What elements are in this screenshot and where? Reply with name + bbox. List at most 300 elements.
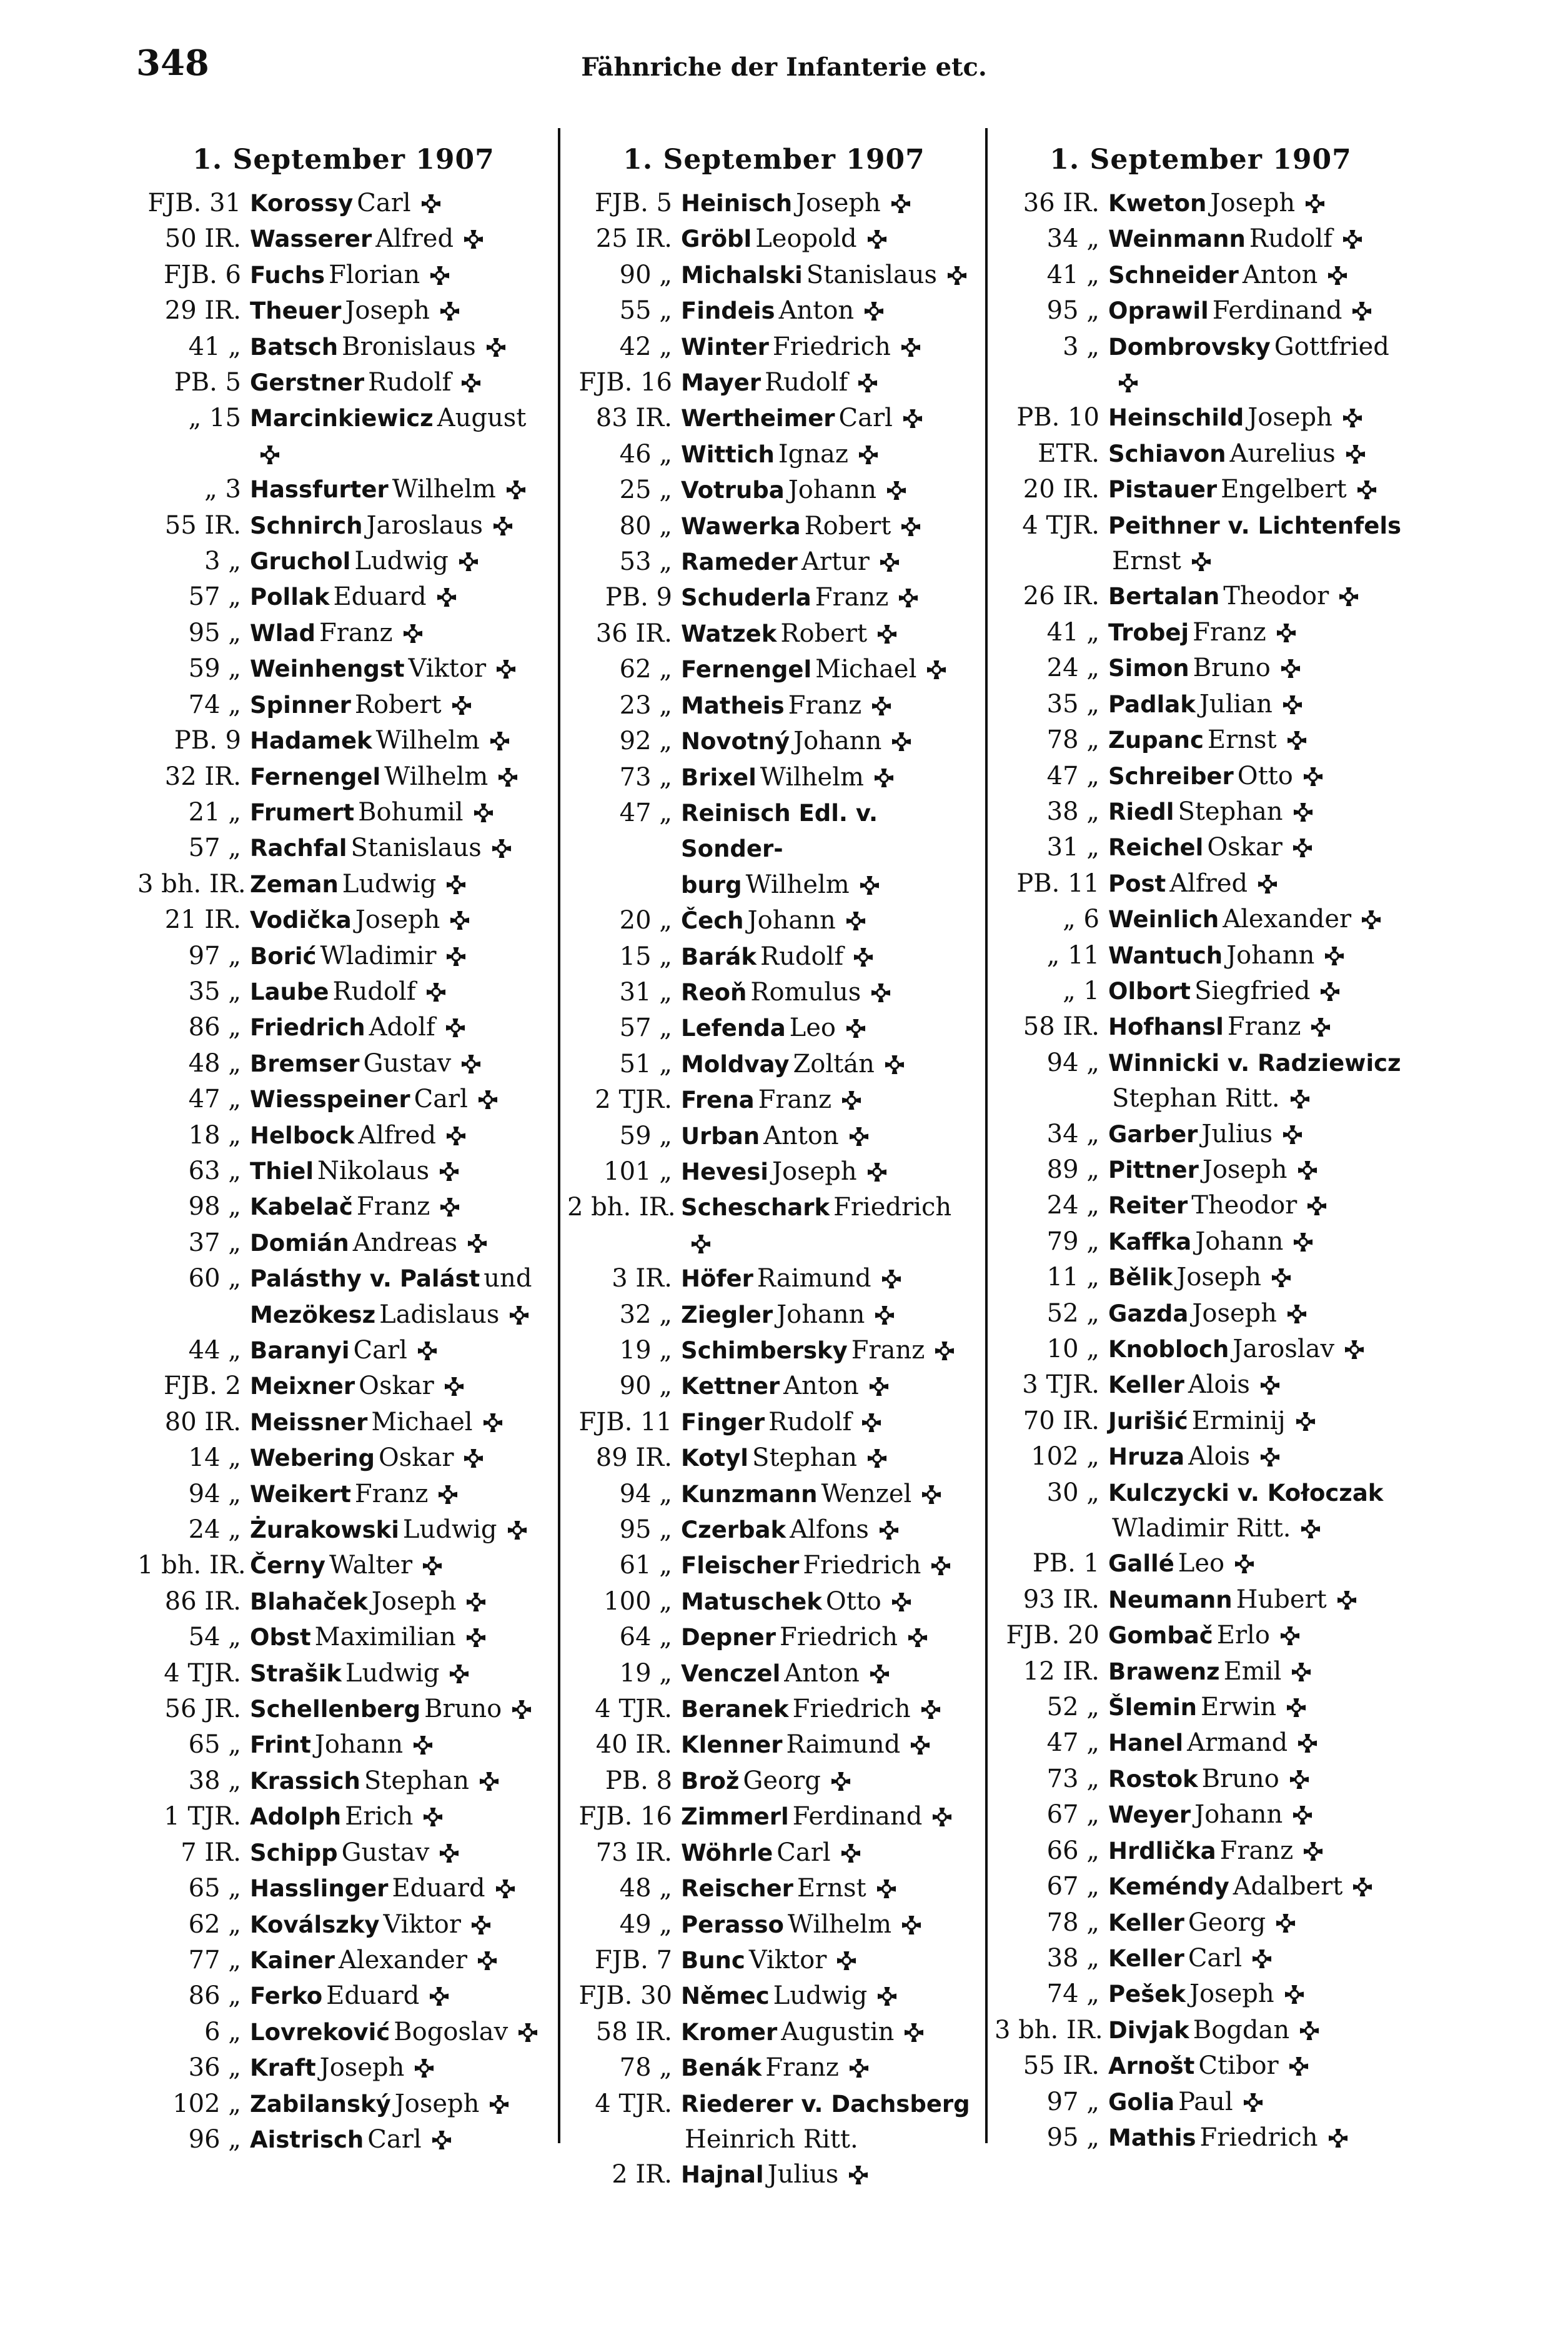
surname: Bělik: [1108, 1264, 1173, 1292]
entry-name: [250, 2086, 550, 2122]
roster-entry: [567, 1799, 981, 1835]
entry-name: [681, 1476, 981, 1512]
given-name-continued: Wladimir Ritt.: [1112, 1514, 1291, 1543]
entry-name: [681, 1368, 981, 1404]
cross-pattee-icon: [1288, 1768, 1311, 1791]
unit-label: FJB. 20: [1006, 1621, 1099, 1650]
given-name: Joseph: [1248, 403, 1332, 432]
given-name: Rudolf: [765, 368, 848, 397]
unit-label: 2 TJR.: [595, 1085, 672, 1115]
entry-name: [250, 1153, 550, 1189]
cross-pattee-icon: [885, 479, 908, 502]
cross-pattee-icon: [259, 444, 281, 466]
roster-entry: [137, 579, 550, 615]
given-name: Alois: [1188, 1442, 1251, 1471]
given-name: Ludwig: [342, 869, 437, 899]
surname: Kromer: [681, 2018, 778, 2046]
roster-entry: [137, 1189, 550, 1225]
surname: Ziegler: [681, 1301, 773, 1328]
surname: Kettner: [681, 1373, 780, 1400]
roster-entry: [995, 759, 1407, 794]
unit-label: 62 „: [619, 655, 672, 684]
cross-pattee-icon: [1279, 1625, 1301, 1647]
given-name-continued: Ladislaus: [379, 1300, 500, 1329]
roster-entry: [995, 1976, 1407, 2012]
cross-pattee-icon: [1336, 1589, 1358, 1611]
unit-label: 94 „: [188, 1479, 241, 1508]
cross-pattee-icon: [946, 264, 968, 287]
surname: Wöhrle: [681, 1839, 773, 1866]
unit-label: FJB. 16: [578, 368, 672, 397]
roster-entry: [567, 652, 981, 687]
unit-label: 78 „: [1046, 1908, 1099, 1937]
surname: Friedrich: [250, 1014, 365, 1042]
cross-pattee-icon: [425, 981, 447, 1003]
entry-name: [250, 1656, 550, 1691]
cross-pattee-icon: [421, 1555, 444, 1577]
roster-entry: [137, 1118, 550, 1153]
surname: Bremser: [250, 1050, 360, 1077]
given-name-continued: Ernst: [1112, 547, 1181, 576]
entry-name: [681, 1871, 981, 1906]
entry-name: [681, 1620, 981, 1655]
given-name: Theodor: [1223, 582, 1329, 611]
entry-name: [1108, 830, 1407, 865]
roster-entry: [567, 1082, 981, 1118]
unit-label: 38 „: [188, 1766, 241, 1795]
cross-pattee-icon: [866, 228, 888, 251]
entry-name: [1108, 866, 1407, 902]
unit-label: 24 „: [1046, 1191, 1099, 1220]
unit-label: 64 „: [619, 1623, 672, 1652]
given-name: Artur: [801, 547, 870, 577]
given-name: Zoltán: [793, 1049, 875, 1078]
entry-name: [1108, 1976, 1407, 2012]
surname: Kunzmann: [681, 1480, 818, 1508]
surname: Pollak: [250, 584, 330, 611]
entry-name: [250, 257, 550, 293]
given-name: Andreas: [352, 1228, 458, 1257]
cross-pattee-icon: [449, 909, 471, 932]
cross-pattee-icon: [477, 1088, 499, 1111]
cross-pattee-icon: [1326, 264, 1349, 287]
entry-list: [567, 186, 981, 2193]
unit-label: 3 bh. IR.: [995, 2015, 1103, 2044]
unit-label: 60 „: [188, 1264, 241, 1293]
given-name: Johann: [1194, 1800, 1283, 1830]
surname: Golia: [1108, 2088, 1175, 2116]
entry-name: [1108, 1367, 1407, 1403]
given-name: Bogdan: [1193, 2015, 1290, 2044]
roster-entry: [995, 1152, 1407, 1188]
cross-pattee-icon: [476, 1949, 499, 1972]
entry-name: [250, 1333, 550, 1368]
cross-pattee-icon: [510, 1698, 533, 1721]
roster-entry: [137, 1476, 550, 1512]
cross-pattee-icon: [508, 1304, 530, 1327]
surname: Zabilanský: [250, 2090, 391, 2118]
given-name: Bruno: [1201, 1764, 1279, 1793]
given-name: Carl: [1188, 1943, 1243, 1973]
given-name: Johann: [1226, 940, 1315, 970]
unit-label: 34 „: [1046, 224, 1099, 254]
roster-entry: [567, 1010, 981, 1046]
roster-entry: [137, 1046, 550, 1082]
unit-label: 36 „: [188, 2053, 241, 2083]
cross-pattee-icon: [1299, 1518, 1322, 1540]
cross-pattee-icon: [863, 300, 885, 322]
given-name: Armand: [1187, 1728, 1288, 1758]
roster-entry: [567, 688, 981, 724]
surname: Gerstner: [250, 369, 365, 397]
roster-entry: [567, 1978, 981, 2014]
surname: Weinmann: [1108, 226, 1246, 253]
roster-entry: [995, 1725, 1407, 1761]
given-name: und: [484, 1264, 532, 1293]
roster-entry: [567, 293, 981, 329]
given-name: Michael: [371, 1407, 473, 1436]
given-name: Ludwig: [402, 1515, 497, 1545]
unit-label: 47 „: [1046, 761, 1099, 790]
roster-entry: [995, 436, 1407, 472]
entry-name: [681, 760, 981, 795]
roster-entry: [567, 795, 981, 903]
roster-entry: [137, 867, 550, 902]
surname: Frint: [250, 1731, 311, 1759]
unit-label: 4 TJR.: [164, 1658, 241, 1688]
unit-label: 7 IR.: [181, 1838, 241, 1867]
roster-entry: [137, 1620, 550, 1655]
roster-entry: [137, 508, 550, 544]
surname: Gombač: [1108, 1622, 1213, 1650]
cross-pattee-icon: [435, 586, 458, 609]
entry-name: [681, 795, 981, 903]
cross-pattee-icon: [840, 1842, 862, 1865]
unit-label: 95 „: [188, 618, 241, 647]
entry-name: [1108, 1905, 1407, 1941]
given-name: Georg: [743, 1766, 821, 1795]
roster-entry: [137, 759, 550, 795]
roster-entry: [995, 1367, 1407, 1403]
surname: Adolph: [250, 1803, 342, 1831]
unit-label: 3 bh. IR.: [137, 869, 246, 899]
given-name: Bruno: [424, 1695, 502, 1724]
entry-name: [681, 509, 981, 544]
roster-entry: [137, 544, 550, 579]
given-name: Joseph: [772, 1157, 857, 1186]
entry-name: [1108, 1224, 1407, 1260]
column-rule: [558, 128, 560, 2143]
entry-name: [250, 508, 550, 544]
given-name: Carl: [353, 1336, 407, 1365]
cross-pattee-icon: [845, 1017, 867, 1040]
given-name: Carl: [414, 1085, 468, 1114]
unit-label: 61 „: [619, 1551, 672, 1580]
entry-name: [250, 1189, 550, 1225]
roster-entry: [995, 1188, 1407, 1223]
column-heading: 1. September 1907: [192, 144, 495, 176]
surname: Wiesspeiner: [250, 1086, 410, 1113]
given-name: Eduard: [333, 582, 427, 612]
given-name: Augustin: [781, 2017, 895, 2046]
cross-pattee-icon: [890, 730, 913, 753]
given-name: Aurelius: [1229, 439, 1336, 468]
unit-label: 4 TJR.: [1022, 510, 1099, 540]
roster-entry: [995, 722, 1407, 758]
given-name: Jaroslav: [1233, 1335, 1335, 1363]
unit-label: 83 IR.: [595, 404, 672, 433]
cross-pattee-icon: [1360, 909, 1382, 931]
roster-entry: [995, 830, 1407, 865]
entry-name: [1108, 687, 1407, 722]
unit-label: „ 11: [1046, 940, 1099, 970]
cross-pattee-icon: [1323, 945, 1346, 967]
cross-pattee-icon: [880, 1268, 903, 1290]
surname: Wasserer: [250, 226, 372, 253]
cross-pattee-icon: [412, 1734, 434, 1756]
entry-name: [1108, 1725, 1407, 1761]
entry-name: [1108, 1045, 1407, 1117]
roster-entry: [995, 293, 1407, 329]
entry-name: [250, 401, 550, 472]
entry-name: [250, 1871, 550, 1906]
roster-entry: [567, 1691, 981, 1727]
entry-name: [681, 1333, 981, 1368]
surname: Rameder: [681, 549, 798, 576]
surname: Weinhengst: [250, 655, 405, 683]
entry-name: [250, 293, 550, 329]
roster-entry: [137, 257, 550, 293]
roster-entry: [995, 2048, 1407, 2084]
unit-label: 73 „: [1046, 1764, 1099, 1793]
roster-entry: [995, 1869, 1407, 1904]
surname: Frumert: [250, 799, 355, 826]
unit-label: 58 IR.: [1023, 1012, 1099, 1042]
surname: Meissner: [250, 1408, 368, 1436]
given-name: Romulus: [750, 977, 861, 1007]
cross-pattee-icon: [1302, 765, 1324, 788]
surname: Batsch: [250, 333, 339, 361]
entry-name: [1108, 221, 1407, 257]
entry-name: [250, 1405, 550, 1440]
roster-entry: [995, 1260, 1407, 1295]
roster-entry: [567, 1333, 981, 1368]
cross-pattee-icon: [856, 372, 879, 394]
entry-name: [250, 365, 550, 401]
entry-name: [1108, 257, 1407, 293]
roster-entry: [567, 365, 981, 401]
entry-name: [250, 938, 550, 974]
cross-pattee-icon: [492, 515, 514, 537]
surname: Gazda: [1108, 1300, 1189, 1327]
surname: Němec: [681, 1983, 770, 2010]
roster-entry: [137, 1261, 550, 1333]
surname: Schipp: [250, 1839, 338, 1866]
cross-pattee-icon: [1242, 2091, 1264, 2114]
unit-label: 86 IR.: [164, 1586, 241, 1616]
roster-entry: [567, 186, 981, 221]
surname: Wantuch: [1108, 942, 1223, 969]
given-name: Florian: [329, 260, 420, 289]
entry-name: [1108, 1761, 1407, 1797]
entry-name: [250, 867, 550, 902]
cross-pattee-icon: [848, 1125, 870, 1148]
surname: Keller: [1108, 1372, 1184, 1399]
surname: Brož: [681, 1767, 740, 1795]
unit-label: 89 „: [1046, 1155, 1099, 1184]
given-name: Franz: [788, 690, 862, 720]
given-name: Ludwig: [773, 1981, 868, 2011]
roster-entry: [995, 2120, 1407, 2156]
given-name: Franz: [758, 1085, 832, 1115]
given-name: Carl: [367, 2124, 422, 2154]
cross-pattee-icon: [1296, 1159, 1319, 1182]
cross-pattee-icon: [445, 874, 467, 896]
roster-entry: [137, 1799, 550, 1835]
unit-label: PB. 8: [605, 1766, 672, 1795]
surname: Divjak: [1108, 2016, 1189, 2044]
roster-entry: [995, 1403, 1407, 1439]
cross-pattee-icon: [840, 1089, 863, 1112]
entry-name: [250, 1368, 550, 1404]
given-name-continued: Heinrich Ritt.: [685, 2124, 858, 2154]
entry-name: [250, 974, 550, 1010]
given-name: Oskar: [378, 1443, 454, 1473]
roster-entry: [567, 1907, 981, 1943]
surname: Webering: [250, 1445, 375, 1472]
unit-label: 18 „: [188, 1120, 241, 1150]
entry-name: [1108, 902, 1407, 937]
unit-label: 92 „: [619, 727, 672, 756]
entry-name: [681, 1440, 981, 1476]
given-name: Julian: [1199, 689, 1273, 719]
unit-label: 59 „: [619, 1121, 672, 1150]
surname: Frena: [681, 1087, 755, 1114]
unit-label: ETR.: [1038, 439, 1099, 468]
unit-label: 31 „: [619, 977, 672, 1007]
cross-pattee-icon: [1356, 479, 1378, 501]
given-name: Alfons: [790, 1515, 869, 1545]
surname: Heinschild: [1108, 404, 1244, 432]
given-name: Alfred: [358, 1120, 437, 1150]
given-name: Anton: [763, 1121, 839, 1150]
cross-pattee-icon: [890, 192, 912, 215]
surname: Theuer: [250, 297, 342, 325]
surname: Riederer v. Dachsberg: [681, 2090, 970, 2118]
running-head: Fähnriche der Infanterie etc.: [581, 52, 987, 82]
entry-name: [681, 1943, 981, 1978]
unit-label: 46 „: [619, 439, 672, 469]
roster-entry: [137, 1368, 550, 1404]
roster-entry: [137, 293, 550, 329]
entry-name: [681, 1907, 981, 1943]
roster-entry: [567, 221, 981, 257]
unit-label: 65 „: [188, 1874, 241, 1903]
roster-entry: [567, 1727, 981, 1763]
surname: Černy: [250, 1552, 325, 1580]
given-name: Franz: [851, 1336, 925, 1365]
roster-entry: [995, 221, 1407, 257]
given-name: Georg: [1188, 1908, 1266, 1937]
surname: Fernengel: [250, 763, 381, 790]
entry-name: [250, 2050, 550, 2086]
roster-entry: [137, 902, 550, 938]
unit-label: 66 „: [1046, 1836, 1099, 1865]
entry-name: [1108, 1296, 1407, 1332]
given-name: Julius: [767, 2160, 839, 2189]
cross-pattee-icon: [1294, 1410, 1317, 1433]
surname: Hassfurter: [250, 476, 389, 504]
roster-entry: [567, 1548, 981, 1583]
entry-name: [681, 1047, 981, 1082]
roster-entry: [137, 1656, 550, 1691]
unit-label: 3 „: [1063, 332, 1099, 361]
roster-entry: [567, 1835, 981, 1871]
unit-label: 24 „: [188, 1515, 241, 1545]
surname: Peithner v. Lichtenfels: [1108, 512, 1402, 539]
surname: Brixel: [681, 764, 757, 791]
given-name: Adalbert: [1233, 1872, 1343, 1901]
roster-entry: [137, 1333, 550, 1368]
unit-label: 95 „: [619, 1515, 672, 1545]
entry-name: [1108, 1188, 1407, 1223]
surname: Hajnal: [681, 2161, 764, 2189]
unit-label: 96 „: [188, 2124, 241, 2154]
unit-label: 57 „: [619, 1013, 672, 1043]
cross-pattee-icon: [1289, 1088, 1311, 1110]
unit-label: „ 1: [1063, 976, 1099, 1005]
surname: Novotný: [681, 728, 790, 755]
surname: Korossy: [250, 190, 354, 217]
given-name: Alfred: [375, 224, 454, 254]
given-name: Stephan: [1178, 797, 1283, 826]
roster-entry: [137, 795, 550, 830]
unit-label: 77 „: [188, 1945, 241, 1974]
surname: Dombrovsky: [1108, 333, 1271, 361]
given-name: Joseph: [345, 296, 430, 326]
cross-pattee-icon: [1343, 1338, 1366, 1361]
unit-label: FJB. 2: [163, 1372, 241, 1401]
entry-name: [681, 1154, 981, 1190]
roster-entry: [995, 1296, 1407, 1332]
roster-entry: [137, 2122, 550, 2158]
entry-name: [681, 2086, 981, 2158]
roster-entry: [137, 974, 550, 1010]
unit-label: 98 „: [188, 1192, 241, 1222]
unit-label: 38 „: [1046, 797, 1099, 826]
unit-label: 15 „: [619, 942, 672, 971]
cross-pattee-icon: [1251, 1948, 1273, 1970]
given-name: Ernst: [1207, 725, 1277, 755]
roster-entry: [137, 830, 550, 866]
unit-label: 42 „: [619, 332, 672, 361]
surname: Keméndy: [1108, 1873, 1229, 1901]
given-name: Wilhelm: [787, 1909, 892, 1939]
given-name: Alois: [1188, 1370, 1250, 1400]
cross-pattee-icon: [1274, 1912, 1297, 1934]
surname: Vodička: [250, 907, 352, 934]
surname: Kraft: [250, 2054, 316, 2082]
unit-label: 101 „: [603, 1157, 672, 1186]
entry-name: [1108, 293, 1407, 329]
entry-name: [681, 365, 981, 401]
given-name: Wilhelm: [392, 475, 496, 504]
cross-pattee-icon: [1292, 1231, 1314, 1253]
surname: Olbort: [1108, 977, 1191, 1005]
roster-entry: [137, 186, 550, 221]
roster-entry: [137, 221, 550, 257]
cross-pattee-icon: [1351, 300, 1373, 322]
